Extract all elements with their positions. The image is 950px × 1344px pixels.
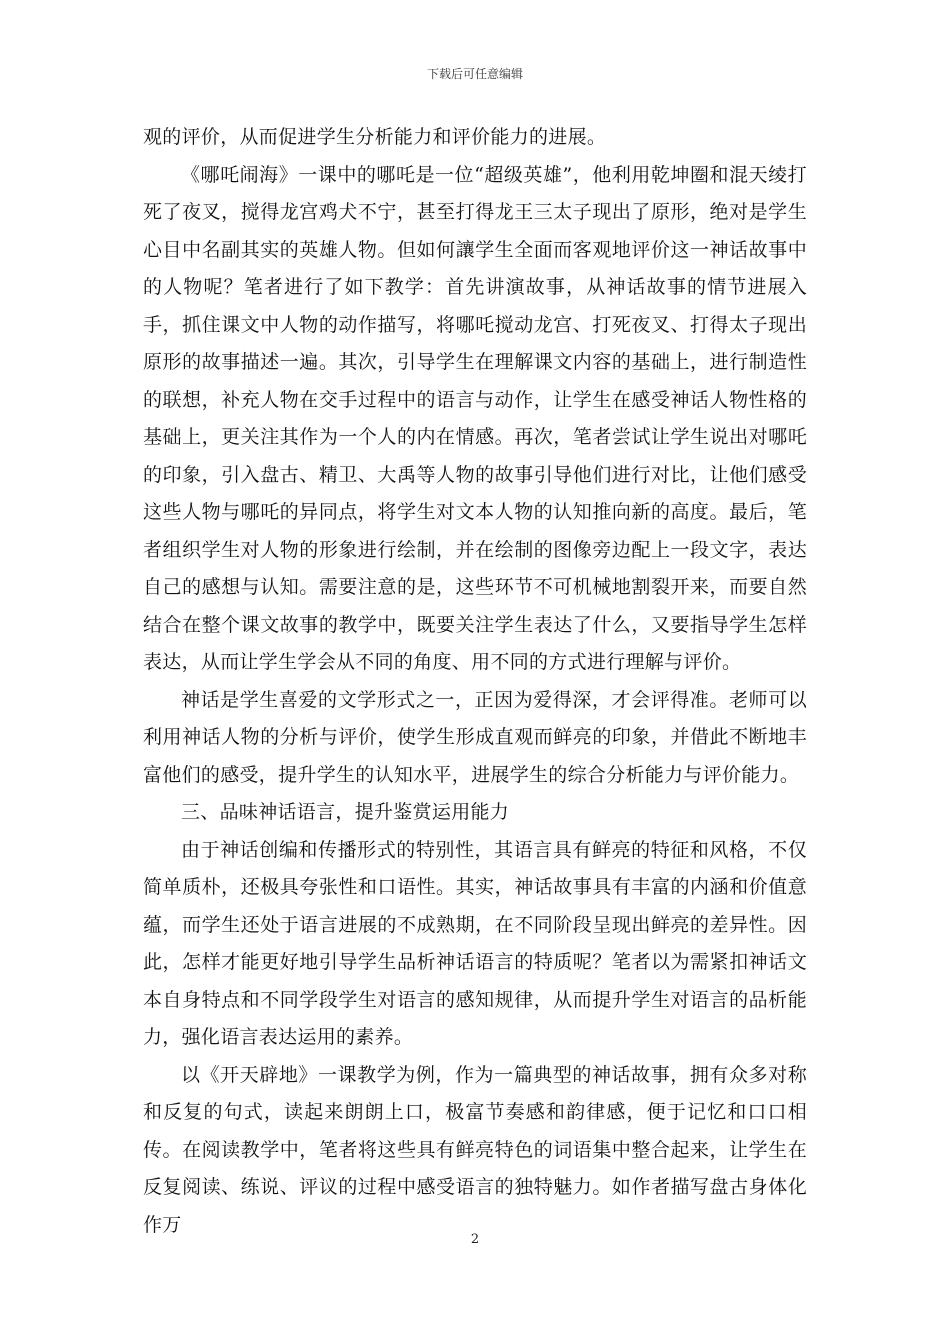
paragraph-kaitian-example: 以《开天辟地》一课教学为例，作为一篇典型的神话故事，拥有众多对称和反复的句式，读起来朗朗上口，极富节奏感和韵律感，便于记忆和口口相传。在阅读教学中，笔者将这些具有鲜亮特色的词语集中整合起来，让学生在反复阅读、练说、评议的过程中感受语言的独特魅力。如作者描写盘古身体化作万 bbox=[143, 1063, 807, 1236]
paragraph-myth-evaluation: 神话是学生喜爱的文学形式之一，正因为爱得深，才会评得准。老师可以利用神话人物的分析与评价，使学生形成直观而鲜亮的印象，并借此不断地丰富他们的感受，提升学生的认知水平，进展学生的综合分析能力与评价能力。 bbox=[143, 688, 807, 786]
page-header: 下载后可任意编辑 bbox=[426, 67, 523, 81]
paragraph-nezha-example: 《哪吒闹海》一课中的哪吒是一位“超级英雄”，他利用乾坤圈和混天绫打死了夜叉，搅得龙宫鸡犬不宁，甚至打得龙王三太子现出了原形，绝对是学生心目中名副其实的英雄人物。但如何讓学生全面而客观地评价这一神话故事中的人物呢？笔者进行了如下教学：首先讲演故事，从神话故事的情节进展入手，抓住课文中人物的动作描写，将哪吒搅动龙宫、打死夜叉、打得太子现出原形的故事描述一遍。其次，引导学生在理解课文内容的基础上，进行制造性的联想，补充人物在交手过程中的语言与动作，让学生在感受神话人物性格的基础上，更关注其作为一个人的内在情感。再次，笔者尝试让学生说出对哪吒的印象，引入盘古、精卫、大禹等人物的故事引导他们进行对比，让他们感受这些人物与哪吒的异同点，将学生对文本人物的认知推向新的高度。最后，笔者组织学生对人物的形象进行绘制，并在绘制的图像旁边配上一段文字，表达自己的感想与认知。需要注意的是，这些环节不可机械地割裂开来，而要自然结合在整个课文故事的教学中，既要关注学生表达了什么，又要指导学生怎样表达，从而让学生学会从不同的角度、用不同的方式进行理解与评价。 bbox=[143, 163, 807, 673]
section-heading-3: 三、品味神话语言，提升鉴赏运用能力 bbox=[181, 801, 510, 823]
paragraph-continuation: 观的评价，从而促进学生分析能力和评价能力的进展。 bbox=[143, 126, 607, 148]
paragraph-myth-language: 由于神话创编和传播形式的特别性，其语言具有鲜亮的特征和风格，不仅简单质朴，还极具夸张性和口语性。其实，神话故事具有丰富的内涵和价值意蕴，而学生还处于语言进展的不成熟期，在不同阶段呈现出鲜亮的差异性。因此，怎样才能更好地引导学生品析神话语言的特质呢？笔者以为需紧扣神话文本自身特点和不同学段学生对语言的感知规律，从而提升学生对语言的品析能力，强化语言表达运用的素养。 bbox=[143, 838, 807, 1048]
page-number: 2 bbox=[470, 1232, 480, 1247]
document-body bbox=[143, 119, 807, 1244]
